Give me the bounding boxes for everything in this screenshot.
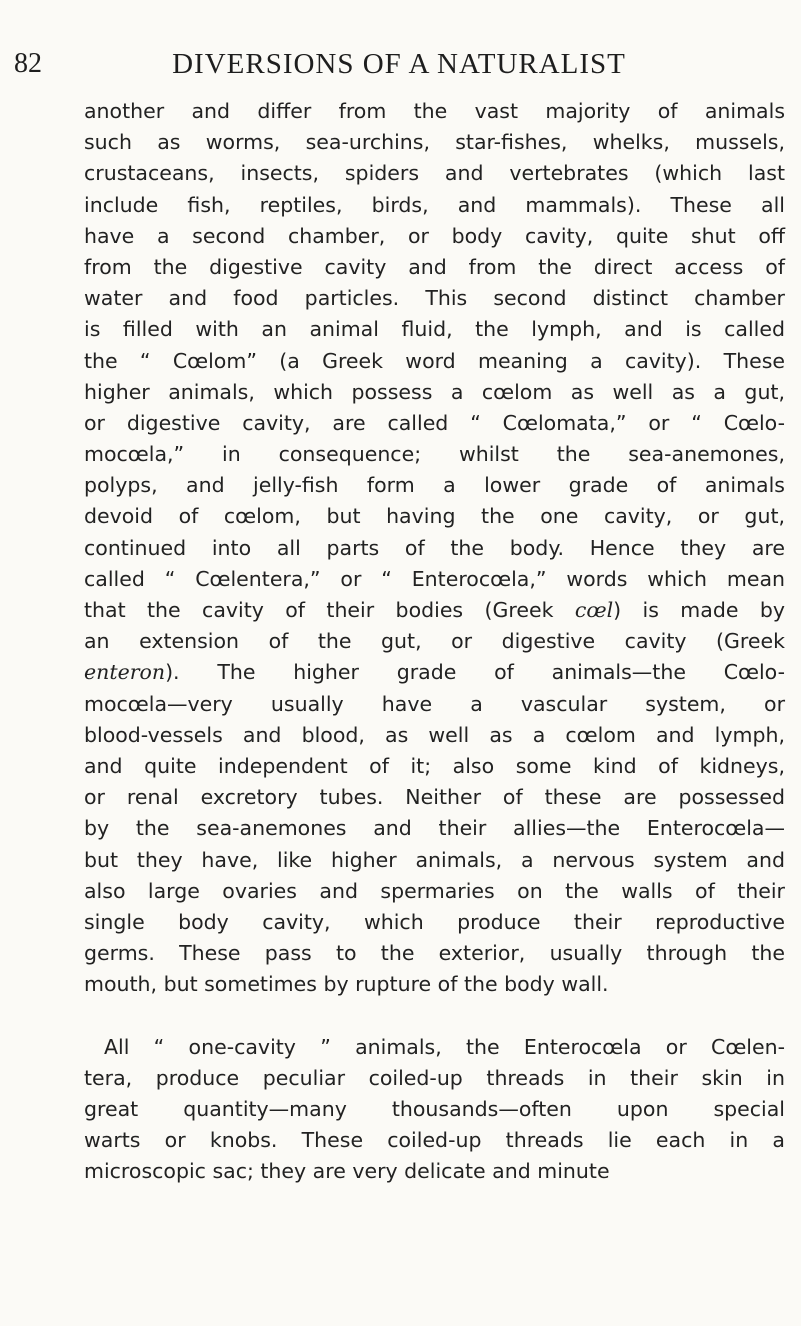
text-segment: mouth, but sometimes by rupture of the body wall. (84, 972, 609, 997)
text-line (84, 907, 785, 938)
text-line (84, 1094, 785, 1125)
text-segment: or renal excretory tubes. Neither of these are possessed (84, 785, 785, 810)
text-segment: crustaceans, insects, spiders and vertebrates (which last (84, 161, 785, 186)
text-line (84, 252, 785, 283)
text-line (84, 346, 785, 377)
text-line (84, 1156, 785, 1187)
text-segment: single body cavity, which produce their reproductive (84, 909, 785, 934)
text-segment: that the cavity of their bodies (Greek (84, 598, 575, 622)
text-line (84, 813, 785, 844)
text-line (84, 595, 785, 626)
text-segment: include fish, reptiles, birds, and mammals). These all (84, 192, 785, 217)
text-line (84, 626, 785, 657)
text-segment: water and food particles. This second distinct chamber (84, 286, 785, 311)
text-line (84, 782, 785, 813)
text-segment: from the digestive cavity and from the direct access of (84, 254, 785, 279)
text-line (84, 720, 785, 751)
italic-term: cœl (574, 598, 614, 622)
text-line (84, 314, 785, 345)
text-line (84, 533, 785, 564)
text-line (84, 127, 785, 158)
text-segment: microscopic sac; they are very delicate and minute (84, 1159, 610, 1184)
body-text (84, 96, 785, 1188)
text-line (84, 190, 785, 221)
text-segment: higher animals, which possess a cœlom as well as a gut, (84, 379, 785, 404)
text-segment: ) is made by (613, 598, 785, 622)
page-number: 82 (14, 48, 42, 79)
text-line (84, 470, 785, 501)
text-line (84, 408, 785, 439)
text-segment: great quantity—many thousands—often upon special (84, 1097, 785, 1121)
text-segment: and quite independent of it; also some kind of kidneys, (84, 753, 785, 778)
text-segment: is filled with an animal fluid, the lymph, and is called (84, 317, 785, 342)
text-segment: have a second chamber, or body cavity, quite shut off (84, 223, 785, 248)
text-line (84, 657, 785, 688)
text-line (84, 501, 785, 532)
text-segment: by the sea-anemones and their allies—the Enterocœla— (84, 816, 785, 841)
text-segment: mocœla—very usually have a vascular system, or (84, 691, 785, 716)
text-segment: such as worms, sea-urchins, star-fishes, whelks, mussels, (84, 130, 785, 155)
italic-term: enteron (84, 660, 166, 685)
text-segment: tera, produce peculiar coiled-up threads in their skin in (84, 1065, 785, 1090)
text-line (84, 1125, 785, 1156)
text-segment: also large ovaries and spermaries on the walls of their (84, 878, 785, 903)
text-segment: germs. These pass to the exterior, usually through the (84, 941, 785, 966)
text-segment: polyps, and jelly-fish form a lower grade of animals (84, 473, 785, 498)
text-line (84, 439, 785, 470)
text-line (84, 751, 785, 782)
text-line (84, 221, 785, 252)
book-title: DIVERSIONS OF A NATURALIST (172, 48, 626, 80)
text-segment: blood-vessels and blood, as well as a cœlom and lymph, (84, 722, 785, 747)
text-segment: warts or knobs. These coiled-up threads lie each in a (84, 1128, 785, 1153)
text-segment: or digestive cavity, are called “ Cœlomata,” or “ Cœlo- (84, 410, 785, 435)
text-line (84, 938, 785, 969)
text-segment: mocœla,” in consequence; whilst the sea-anemones, (84, 442, 785, 467)
text-line (84, 1032, 785, 1063)
text-line (84, 283, 785, 314)
text-line (84, 876, 785, 907)
text-line (84, 564, 785, 595)
text-segment: devoid of cœlom, but having the one cavity, or gut, (84, 504, 785, 529)
text-segment: All “ one-cavity ” animals, the Enterocœla or Cœlen- (104, 1034, 785, 1059)
text-segment: but they have, like higher animals, a nervous system and (84, 847, 785, 872)
text-line (84, 1063, 785, 1094)
text-segment: an extension of the gut, or digestive cavity (Greek (84, 629, 785, 654)
text-segment: called “ Cœlentera,” or “ Enterocœla,” words which mean (84, 566, 785, 591)
running-head (14, 48, 784, 88)
text-line (84, 969, 785, 1000)
text-segment: ). The higher grade of animals—the Cœlo- (165, 660, 785, 685)
text-segment: continued into all parts of the body. Hence they are (84, 535, 785, 560)
text-segment: another and differ from the vast majority of animals (84, 99, 785, 123)
text-segment: the “ Cœlom” (a Greek word meaning a cavity). These (84, 348, 785, 373)
text-line (84, 845, 785, 876)
text-line (84, 96, 785, 127)
text-line (84, 689, 785, 720)
text-line (84, 377, 785, 408)
paragraph-gap (84, 1000, 785, 1031)
text-line (84, 158, 785, 189)
